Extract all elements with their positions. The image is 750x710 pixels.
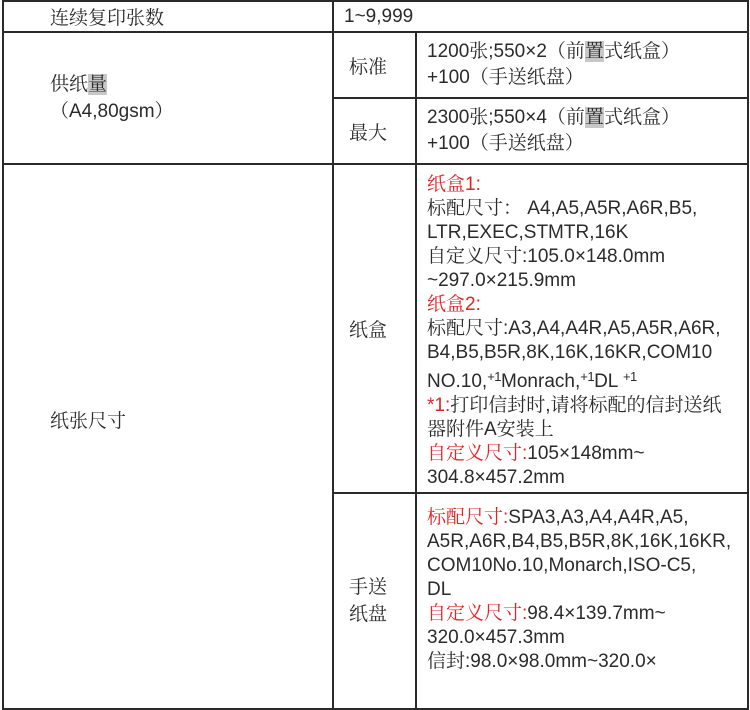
row-paper-supply-standard [3, 32, 748, 98]
bypass-value: 标配尺寸:SPA3,A3,A4,A4R,A5, A5R,A6R,B4,B5,B5R,8K,16K,16KR, COM10No.10,Monarch,ISO-C5, DL 自定义尺寸:98.4×139.7mm~ 320.0×457.3mm 信封:98.0×98.0mm~320.0× [416, 493, 748, 709]
maximum-label: 最大 [333, 98, 416, 164]
standard-value: 1200张;550×2（前置式纸盒） +100（手送纸盘） [416, 32, 748, 98]
bypass-label: 手送 纸盘 [333, 493, 416, 709]
paper-size-label: 纸张尺寸 [3, 164, 333, 709]
continuous-copy-label: 连续复印张数 [3, 1, 333, 32]
row-paper-size-cassette [3, 164, 748, 493]
maximum-value: 2300张;550×4（前置式纸盒） +100（手送纸盘） [416, 98, 748, 164]
cassette-label: 纸盒 [333, 164, 416, 493]
paper-supply-label: 供纸量 （A4,80gsm） [3, 32, 333, 164]
cassette-value: 纸盒1: 标配尺寸： A4,A5,A5R,A6R,B5, LTR,EXEC,STMTR,16K 自定义尺寸:105.0×148.0mm ~297.0×215.9mm 纸盒2: 标配尺寸:A3,A4,A4R,A5,A5R,A6R, B4,B5,B5R,8K,16K,16KR,COM10 NO.10,$^{+1}$Monrach,$^{+1}$DL $^{+1}$ *1:打印信封时,请将标配的信封送纸 器附件A安装上 自定义尺寸:105×148mm~ 304.8×457.2mm [416, 164, 748, 493]
continuous-copy-value: 1~9,999 [333, 1, 748, 32]
spec-table [2, 0, 749, 710]
row-continuous-copy [3, 1, 748, 32]
standard-label: 标准 [333, 32, 416, 98]
